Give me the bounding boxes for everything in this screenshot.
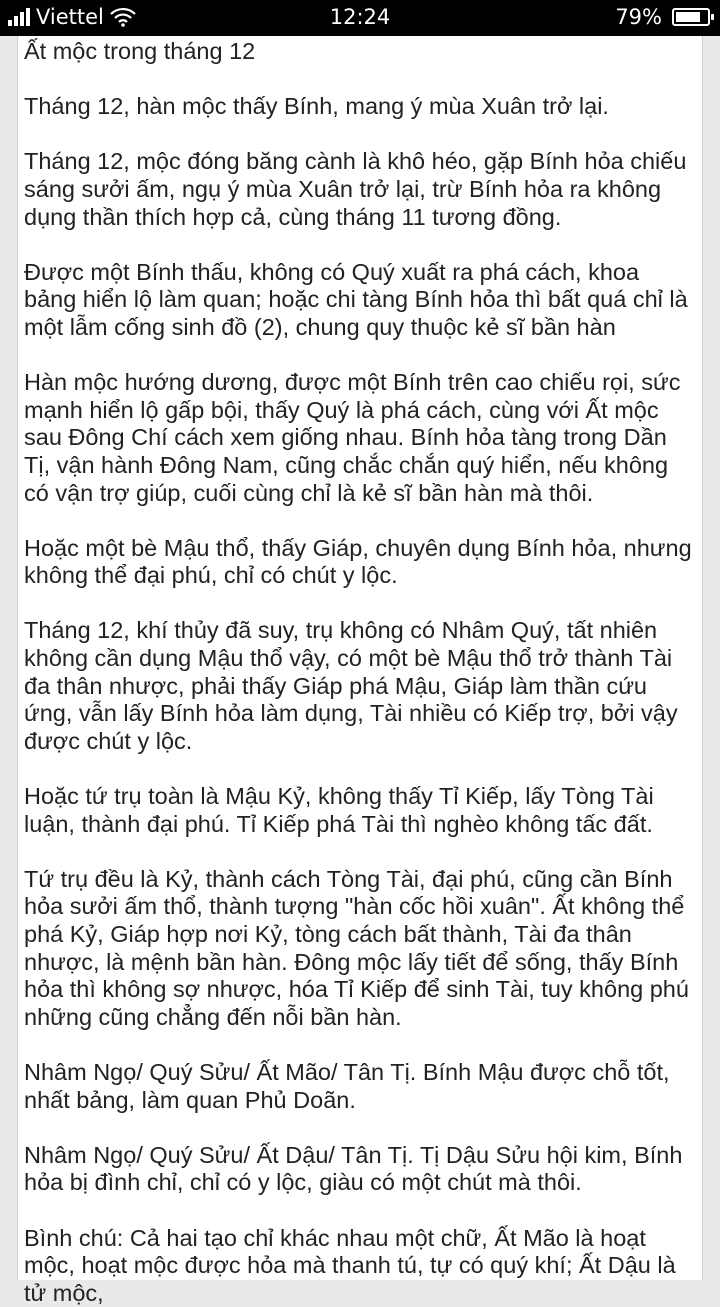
article-paragraph: Hoặc tứ trụ toàn là Mậu Kỷ, không thấy Tỉ Kiếp, lấy Tòng Tài luận, thành đại phú. Tỉ Kiếp phá Tài thì nghèo không tấc đất.: [24, 783, 654, 837]
article-paragraph: Bình chú: Cả hai tạo chỉ khác nhau một chữ, Ất Mão là hoạt mộc, hoạt mộc được hỏa mà thanh tú, tự có quý khí; Ất Dậu là tử mộc,: [24, 1224, 676, 1306]
article-body: [18, 38, 702, 1307]
article-page[interactable]: [17, 36, 703, 1306]
carrier-name: Viettel: [36, 5, 104, 29]
article-title: Ất mộc trong tháng 12: [24, 38, 256, 64]
status-right: [615, 5, 710, 29]
battery-percent: 79%: [615, 5, 662, 29]
article-paragraph: Nhâm Ngọ/ Quý Sửu/ Ất Dậu/ Tân Tị. Tị Dậu Sửu hội kim, Bính hỏa bị đình chỉ, chỉ có y lộc, giàu có một chút mà thôi.: [24, 1141, 683, 1196]
battery-icon: [672, 8, 710, 26]
article-paragraph: Tháng 12, hàn mộc thấy Bính, mang ý mùa Xuân trở lại.: [24, 93, 609, 120]
battery-fill: [676, 12, 700, 22]
article-paragraph: Tháng 12, mộc đóng băng cành là khô héo, gặp Bính hỏa chiếu sáng sưởi ấm, ngụ ý mùa Xuân trở lại, trừ Bính hỏa ra không dụng thần thích hợp cả, cùng tháng 11 tương đồng.: [24, 148, 687, 230]
clock: 12:24: [329, 5, 391, 29]
article-paragraph: Nhâm Ngọ/ Quý Sửu/ Ất Mão/ Tân Tị. Bính Mậu được chỗ tốt, nhất bảng, làm quan Phủ Doãn.: [24, 1058, 670, 1113]
article-paragraph: Hàn mộc hướng dương, được một Bính trên cao chiếu rọi, sức mạnh hiển lộ gấp bội, thấy Quý là phá cách, cùng với Ất mộc sau Đông Chí cách xem giống nhau. Bính hỏa tàng trong Dần Tị, vận hành Đông Nam, cũng chắc chắn quý hiển, nếu không có vận trợ giúp, cuối cùng chỉ là kẻ sĩ bần hàn mà thôi.: [24, 369, 681, 506]
status-bar: [0, 0, 720, 36]
article-paragraph: Được một Bính thấu, không có Quý xuất ra phá cách, khoa bảng hiển lộ làm quan; hoặc chi tàng Bính hỏa thì bất quá chỉ là một lẫm cống sinh đồ (2), chung quy thuộc kẻ sĩ bần hàn: [24, 258, 688, 340]
article-paragraph: Tháng 12, khí thủy đã suy, trụ không có Nhâm Quý, tất nhiên không cần dụng Mậu thổ vậy, có một bè Mậu thổ trở thành Tài đa thân nhược, phải thấy Giáp phá Mậu, Giáp làm thần cứu ứng, vẫn lấy Bính hỏa làm dụng, Tài nhiều có Kiếp trợ, bởi vậy được chút y lộc.: [24, 617, 678, 754]
article-paragraph: Tứ trụ đều là Kỷ, thành cách Tòng Tài, đại phú, cũng cần Bính hỏa sưởi ấm thổ, thành tượng "hàn cốc hồi xuân". Ất không thể phá Kỷ, Giáp hợp nơi Kỷ, tòng cách bất thành, Tài đa thân nhược, là mệnh bần hàn. Đông mộc lấy tiết để sống, thấy Bính hỏa thì không sợ nhược, hóa Tỉ Kiếp để sinh Tài, tuy không phú những cũng chẳng đến nỗi bần hàn.: [24, 865, 689, 1030]
article-paragraph: Hoặc một bè Mậu thổ, thấy Giáp, chuyên dụng Bính hỏa, nhưng không thể đại phú, chỉ có chút y lộc.: [24, 534, 692, 589]
